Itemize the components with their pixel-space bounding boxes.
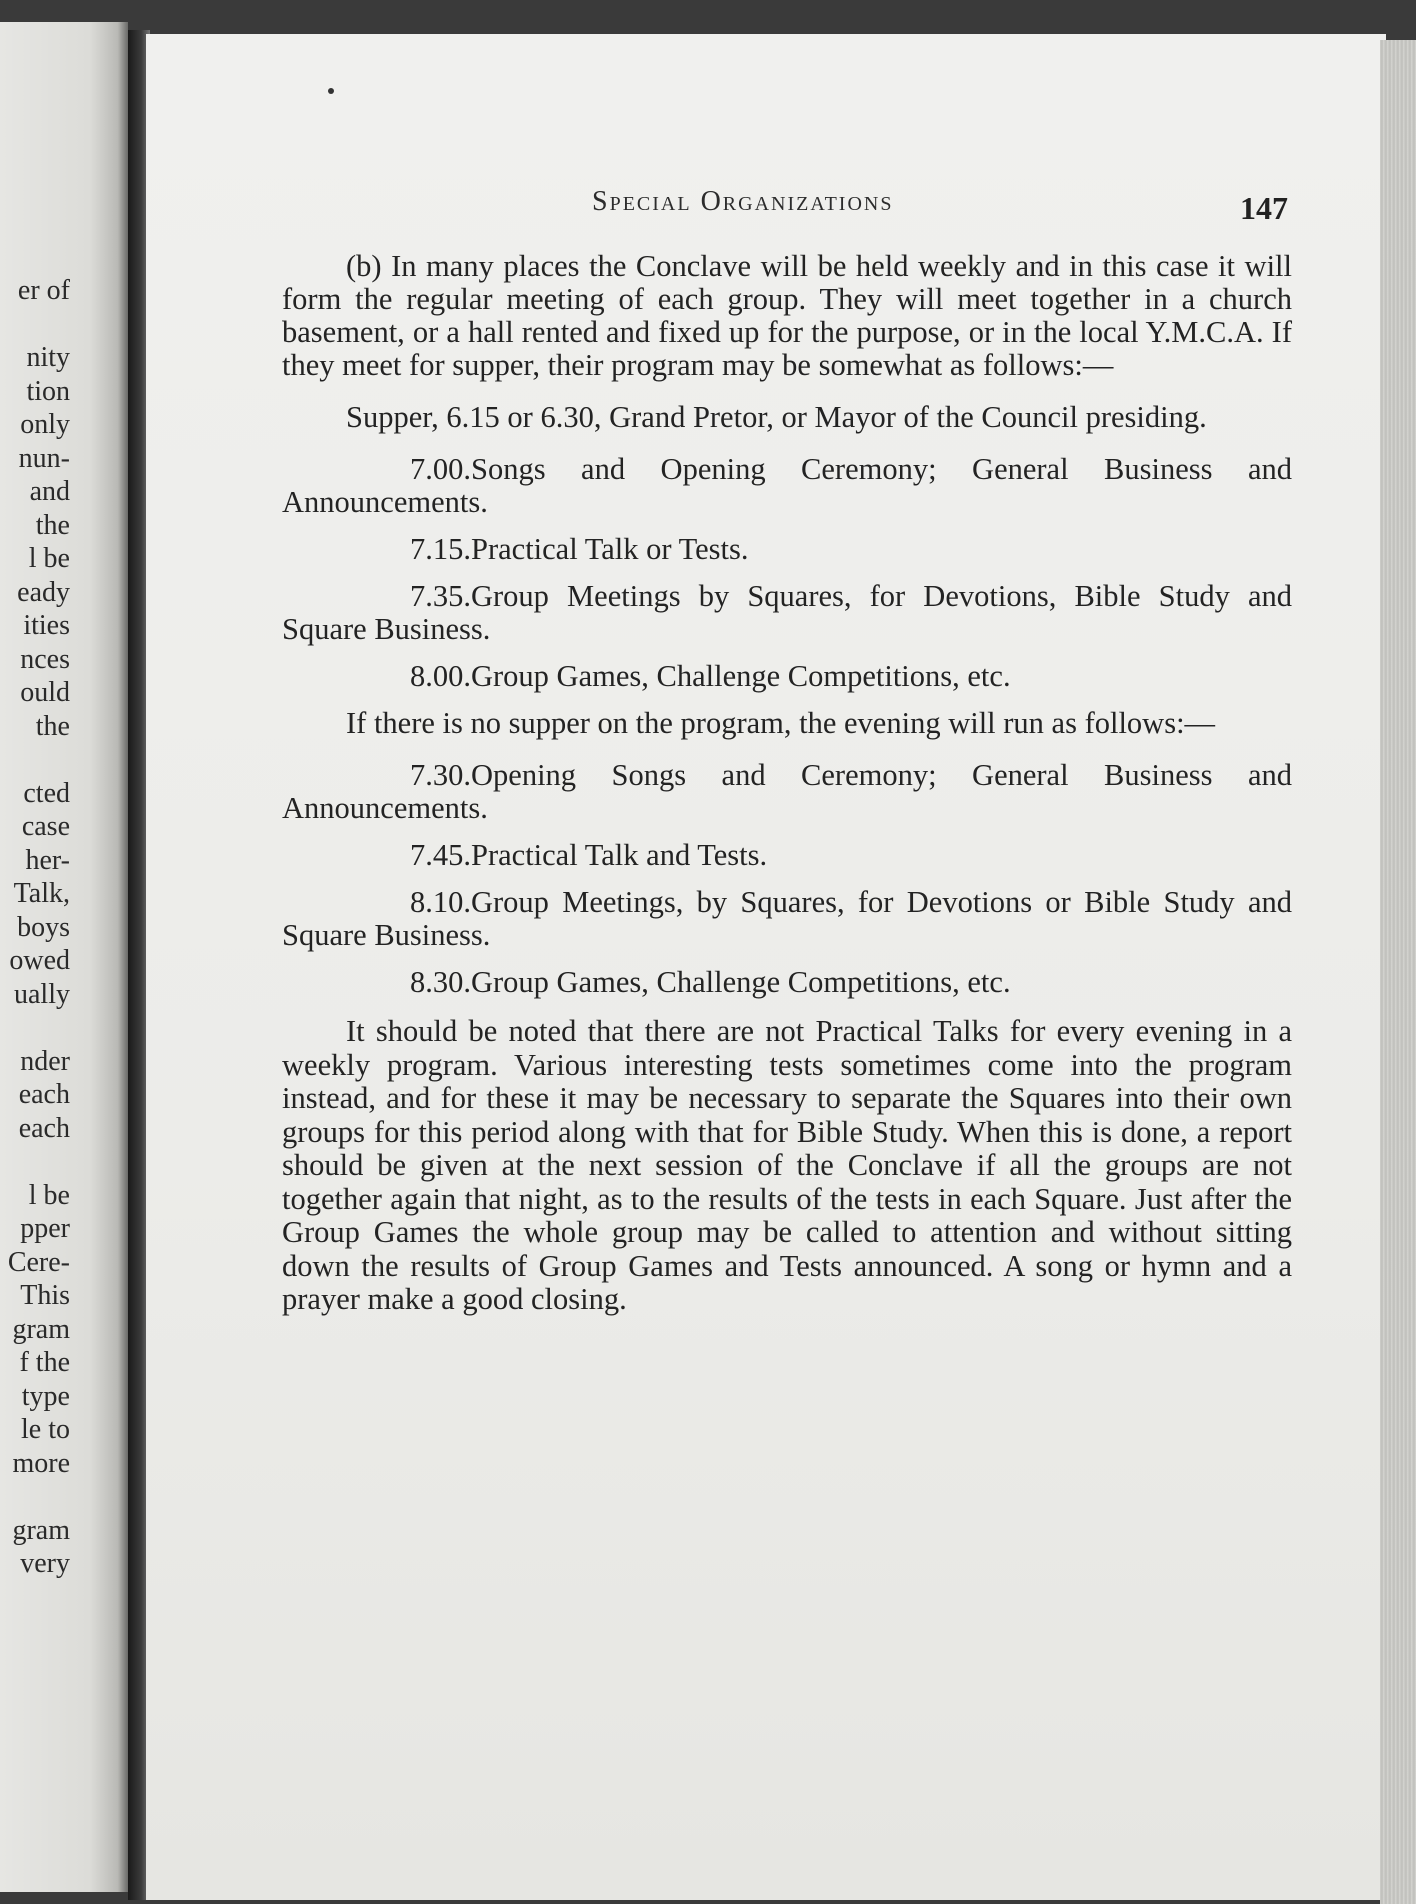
entry-time: 8.30. (410, 965, 471, 999)
left-page-fragment: Cere- (7, 1246, 70, 1278)
entry-time: 7.45. (410, 838, 471, 872)
no-supper-paragraph: If there is no supper on the program, the evening will run as follows:— (346, 706, 1216, 740)
left-page-fragment (0, 743, 70, 777)
left-page-fragment: This (20, 1280, 70, 1311)
entry-time: 8.10. (410, 885, 471, 919)
page-body (282, 250, 1292, 1336)
left-page-fragment (0, 308, 70, 342)
left-page-fragment: ities (23, 610, 70, 641)
left-page-fragment: ually (14, 978, 70, 1010)
left-page-fragment: each (18, 1112, 70, 1144)
program-entry (282, 966, 1292, 999)
left-page-fragment: ould (20, 677, 70, 708)
left-page-fragment: nity (26, 342, 70, 373)
left-page-fragment: only (20, 409, 70, 440)
left-page-fragment: the (35, 509, 70, 541)
program-entry (282, 759, 1292, 825)
entry-text: Songs and Opening Ceremony; General Business and Announcements. (282, 452, 1292, 519)
entry-time: 7.15. (410, 532, 471, 566)
left-page-fragment: gram (12, 1313, 70, 1345)
left-page-fragment (0, 1145, 70, 1179)
left-page-fragment: l be (28, 1179, 70, 1211)
left-page-fragment: very (20, 1548, 70, 1579)
entry-text: Practical Talk and Tests. (471, 838, 768, 872)
left-page-fragment: type (21, 1380, 70, 1412)
left-page-fragment (0, 1480, 70, 1514)
program-entry (282, 580, 1292, 646)
left-page-fragment: pper (20, 1213, 70, 1244)
program-entry (282, 453, 1292, 519)
left-page-fragment: and (29, 476, 70, 507)
left-page-fragment: er of (17, 275, 70, 306)
left-page-fragment: f the (19, 1347, 70, 1378)
left-page-fragment: case (21, 811, 70, 842)
program-entry (282, 839, 1292, 872)
entry-text: Group Meetings, by Squares, for Devotions or Bible Study and Square Business. (282, 885, 1292, 952)
left-page-fragment: her- (25, 844, 70, 876)
left-page-fragment: l be (28, 543, 70, 574)
entry-text: Group Games, Challenge Competitions, etc. (471, 965, 1011, 999)
ink-speck (328, 88, 334, 94)
entry-text: Group Games, Challenge Competitions, etc. (471, 659, 1011, 693)
page-edges (1380, 40, 1416, 1904)
left-page-fragment: more (12, 1447, 70, 1479)
program-without-supper (282, 759, 1292, 999)
supper-paragraph: Supper, 6.15 or 6.30, Grand Pretor, or Mayor of the Council presiding. (346, 400, 1207, 434)
left-page-fragment: eady (17, 576, 70, 608)
program-entry (282, 533, 1292, 566)
left-page-fragment (0, 1011, 70, 1045)
page-number: 147 (1240, 190, 1288, 226)
left-page-fragment: nder (20, 1045, 70, 1077)
left-page-fragment: cted (23, 777, 70, 809)
closing-paragraph: It should be noted that there are not Practical Talks for every evening in a weekly program. Various interesting tests sometimes come into the program instead, and for these it may be necessary to separate the Squares into their own groups for this period along with that for Bible Study. When this is done, a report should be given at the next session of the Conclave if all the groups are not together again that night, as to the results of the tests in each Square. Just after the Group Games the whole group may be called to attention and without sitting down the results of Group Games and Tests announced. A song or hymn and a prayer make a good closing. (282, 1014, 1292, 1316)
left-page-fragment: each (18, 1079, 70, 1110)
left-page-fragment: nces (20, 643, 70, 675)
program-entry (282, 660, 1292, 693)
program-with-supper (282, 453, 1292, 693)
entry-text: Opening Songs and Ceremony; General Business and Announcements. (282, 758, 1292, 825)
left-page-fragments (0, 274, 70, 1581)
entry-time: 7.00. (410, 452, 471, 486)
entry-time: 7.35. (410, 579, 471, 613)
left-page-fragment: owed (9, 945, 70, 976)
left-page-fragment: le to (21, 1414, 70, 1445)
intro-paragraph: (b) In many places the Conclave will be held weekly and in this case it will form the regular meeting of each group. They will meet together in a church basement, or a hall rented and fixed up for the purpose, or in the local Y.M.C.A. If they meet for supper, their program may be somewhat as follows:— (282, 249, 1292, 382)
left-page-fragment: tion (26, 375, 70, 407)
left-page-fragment: gram (12, 1514, 70, 1546)
program-entry (282, 886, 1292, 952)
left-page-fragment: nun- (18, 442, 70, 474)
entry-text: Group Meetings by Squares, for Devotions, Bible Study and Square Business. (282, 579, 1292, 646)
running-head: Special Organizations (592, 186, 894, 217)
entry-text: Practical Talk or Tests. (471, 532, 749, 566)
left-page-fragment: boys (17, 911, 70, 943)
left-facing-page (0, 22, 128, 1892)
entry-time: 8.00. (410, 659, 471, 693)
left-page-fragment: the (35, 710, 70, 742)
entry-time: 7.30. (410, 758, 471, 792)
left-page-fragment: Talk, (13, 878, 70, 909)
